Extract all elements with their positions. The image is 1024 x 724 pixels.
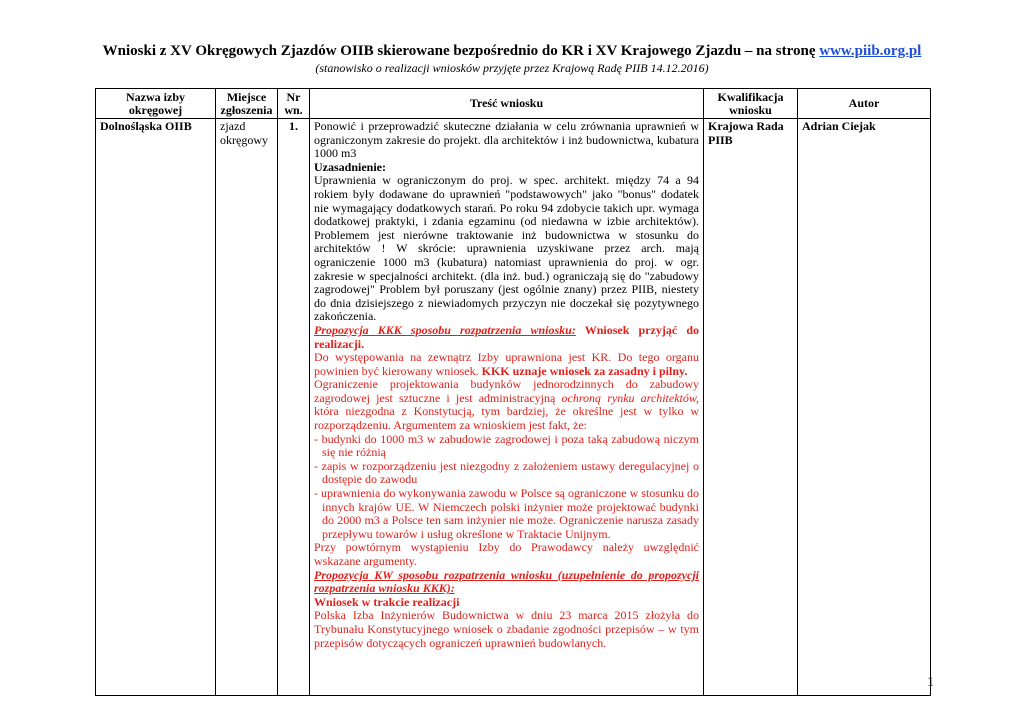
list-item: - budynki do 1000 m3 w zabudowie zagrodowej i poza taką zabudową niczym się nie różnią: [314, 431, 699, 460]
cell-place: zjazd okręgowy: [216, 119, 278, 696]
kkk-text-2b: która niezgodna z Konstytucją, tym bardziej, że określne jest w tylko w rozporządzeniu. Argumentem za wnioskiem jest fakt, że:: [314, 404, 699, 433]
motions-table: [95, 88, 931, 696]
cell-content: [310, 119, 704, 696]
kkk-decision: Wniosek przyjąć do realizacji.: [314, 322, 699, 351]
kkk-text-1-plain: Do występowania na zewnątrz Izby uprawniona jest KR. Do tego organu powinien być kierowany wniosek.: [314, 350, 699, 378]
kkk-text-2a: Ograniczenie projektowania budynków jednorodzinnych do zabudowy zagrodowej jest sztuczne i jest administracyjną: [314, 377, 699, 405]
kw-text: Polska Izba Inżynierów Budownictwa w dniu 23 marca 2015 złożyła do Trybunału Konstytucyjnego wniosek o zbadanie zgodności przepisów – w tym przepisów dotyczących ograniczeń uprawnień budowlanych.: [314, 608, 699, 650]
kkk-label: Propozycja KKK sposobu rozpatrzenia wniosku:: [314, 322, 576, 337]
justification-text: Uprawnienia w ograniczonym do proj. w spec. architekt. między 74 a 94 rokiem były dodawane do uprawnień "podstawowych" jako "bonus" dodatek nie wymagający dodatkowych starań. Po roku 94 zdobycie takich upr. wymaga dodatkowej praktyki, i zdania egzaminu (od niedawna w izbie architektów). Problemem jest nierówne traktowanie inż budownictwa w stosunku do architektów ! W skrócie: uprawnienia uzyskiwane przez arch. mają ograniczenie 1000 m3 (kubatura) natomiast uprawnienia do proj. w ogr. zakresie w specjalności architekt. (dla inż. bud.) ograniczają się do "zabudowy zagrodowej" Problem był poruszany (jest ogólnie znany) przez PIIB, niestety do dnia dzisiejszego z niewiadomych przyczyn nie doczekał się pozytywnego zakończenia.: [314, 173, 699, 324]
justification-label: Uzasadnienie:: [314, 159, 386, 174]
page-number: 1: [927, 675, 934, 690]
cell-author: Adrian Ciejak: [798, 119, 931, 696]
kkk-text-1: [314, 351, 699, 378]
header-number: Nr wn.: [278, 89, 310, 119]
table-header-row: [96, 89, 931, 119]
header-place: Miejsce zgłoszenia: [216, 89, 278, 119]
kkk-text-2: [314, 378, 699, 432]
table-row: [96, 119, 931, 696]
kkk-proposal: [314, 324, 699, 351]
kkk-text-3: Przy powtórnym wystąpieniu Izby do Prawodawcy należy uwzględnić wskazane argumenty.: [314, 540, 699, 568]
header-content: Treść wniosku: [310, 89, 704, 119]
kkk-text-2-italic: ochroną rynku architektów,: [561, 390, 699, 405]
kkk-text-1-bold: KKK uznaje wniosek za zasadny i pilny.: [481, 363, 688, 378]
kw-status: Wniosek w trakcie realizacji: [314, 594, 460, 609]
piib-website-link[interactable]: www.piib.org.pl: [819, 43, 922, 59]
header-author: Autor: [798, 89, 931, 119]
cell-qualification: Krajowa Rada PIIB: [704, 119, 798, 696]
document-title: [0, 42, 1024, 60]
motion-intro: Ponowić i przeprowadzić skuteczne działania w celu zrównania uprawnień w ograniczonym zakresie do projekt. dla architektów i inż budownictwa, kubatura 1000 m3: [314, 119, 699, 161]
header-qualification: Kwalifikacja wniosku: [704, 89, 798, 119]
cell-number: 1.: [278, 119, 310, 696]
list-item: - uprawnienia do wykonywania zawodu w Polsce są ograniczone w stosunku do innych krajów UE. W Niemczech polski inżynier może projektować budynki do 2000 m3 a Polsce ten sam inżynier nie może. Ograniczenie narusza zasady przepływu towarów i usług określone w Traktacie Unijnym.: [314, 486, 699, 541]
header-chamber: Nazwa izby okręgowej: [96, 89, 216, 119]
document-subtitle: (stanowisko o realizacji wniosków przyjęte przez Krajową Radę PIIB 14.12.2016): [315, 61, 709, 75]
cell-chamber: Dolnośląska OIIB: [96, 119, 216, 696]
kw-label: Propozycja KW sposobu rozpatrzenia wniosku (uzupełnienie do propozycji rozpatrzenia wniosku KKK):: [314, 567, 699, 596]
list-item: - zapis w rozporządzeniu jest niezgodny z założeniem ustawy deregulacyjnej o dostępie do zawodu: [314, 458, 699, 487]
document-title-text: Wnioski z XV Okręgowych Zjazdów OIIB skierowane bezpośrednio do KR i XV Krajowego Zjazdu – na stronę: [102, 43, 820, 59]
